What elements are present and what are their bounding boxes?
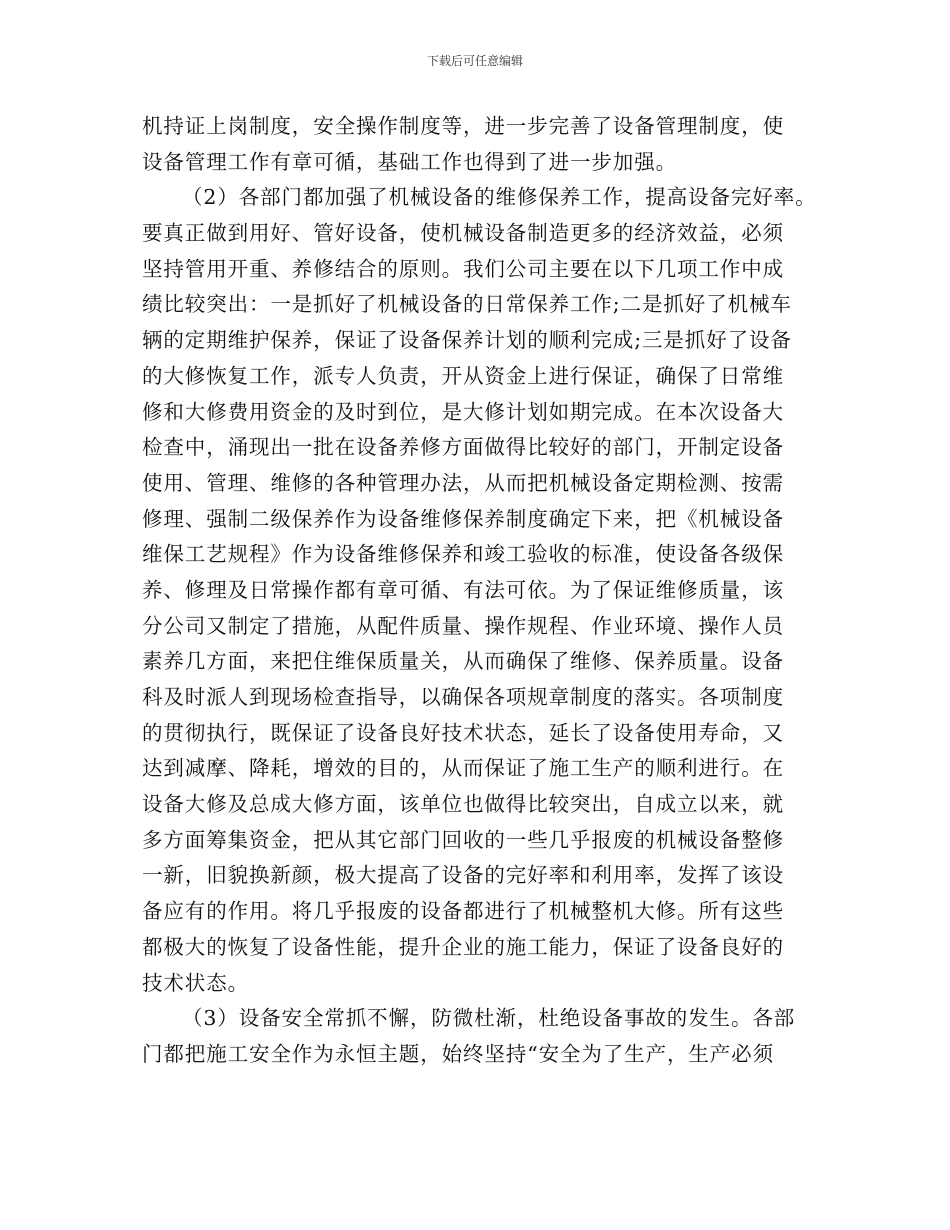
text-line: 要真正做到用好、管好设备，使机械设备制造更多的经济效益，必须 — [142, 221, 784, 246]
text-line: 门都把施工安全作为永恒主题，始终坚持“安全为了生产，生产必须 — [142, 1041, 774, 1066]
text-line: 的贯彻执行，既保证了设备良好技术状态，延长了设备使用寿命，又 — [142, 720, 784, 745]
text-line: 修和大修费用资金的及时到位，是大修计划如期完成。在本次设备大 — [142, 399, 784, 424]
text-line: 坚持管用开重、养修结合的原则。我们公司主要在以下几项工作中成 — [142, 256, 784, 281]
text-line: 的大修恢复工作，派专人负责，开从资金上进行保证，确保了日常维 — [142, 363, 784, 388]
text-line: 维保工艺规程》作为设备维修保养和竣工验收的标准，使设备各级保 — [142, 542, 784, 567]
text-line: 达到减摩、降耗，增效的目的，从而保证了施工生产的顺利进行。在 — [142, 756, 784, 781]
text-line: 备应有的作用。将几乎报废的设备都进行了机械整机大修。所有这些 — [142, 899, 784, 924]
text-line: 科及时派人到现场检查指导，以确保各项规章制度的落实。各项制度 — [142, 685, 784, 709]
page-header-note: 下载后可任意编辑 — [426, 54, 523, 68]
paragraph-start-line: （2）各部门都加强了机械设备的维修保养工作，提高设备完好率。 — [182, 185, 817, 210]
text-line: 一新，旧貌换新颜，极大提高了设备的完好率和利用率，发挥了该设 — [142, 863, 784, 888]
text-line: 都极大的恢复了设备性能，提升企业的施工能力，保证了设备良好的 — [142, 934, 784, 959]
text-line: 修理、强制二级保养作为设备维修保养制度确定下来，把《机械设备 — [142, 506, 784, 531]
text-line: 使用、管理、维修的各种管理办法，从而把机械设备定期检测、按需 — [142, 470, 784, 495]
text-line: 素养几方面，来把住维保质量关，从而确保了维修、保养质量。设备 — [142, 649, 784, 674]
text-line: 辆的定期维护保养，保证了设备保养计划的顺利完成;三是抓好了设备 — [142, 328, 792, 353]
text-line: 绩比较突出：一是抓好了机械设备的日常保养工作;二是抓好了机械车 — [142, 292, 792, 317]
text-line: 设备大修及总成大修方面，该单位也做得比较突出，自成立以来，就 — [142, 792, 784, 817]
paragraph-start-line: （3）设备安全常抓不懈，防微杜渐，杜绝设备事故的发生。各部 — [182, 1006, 796, 1031]
text-line: 机持证上岗制度，安全操作制度等，进一步完善了设备管理制度，使 — [142, 114, 784, 138]
text-line: 设备管理工作有章可循，基础工作也得到了进一步加强。 — [142, 149, 677, 174]
text-line: 分公司又制定了措施，从配件质量、操作规程、作业环境、操作人员 — [142, 613, 784, 638]
body-text — [142, 109, 832, 1073]
text-line: 多方面筹集资金，把从其它部门回收的一些几乎报废的机械设备整修 — [142, 827, 784, 852]
text-line: 养、修理及日常操作都有章可循、有法可依。为了保证维修质量，该 — [142, 577, 784, 602]
text-line: 检查中，涌现出一批在设备养修方面做得比较好的部门，开制定设备 — [142, 435, 784, 460]
text-line: 技术状态。 — [142, 970, 249, 995]
